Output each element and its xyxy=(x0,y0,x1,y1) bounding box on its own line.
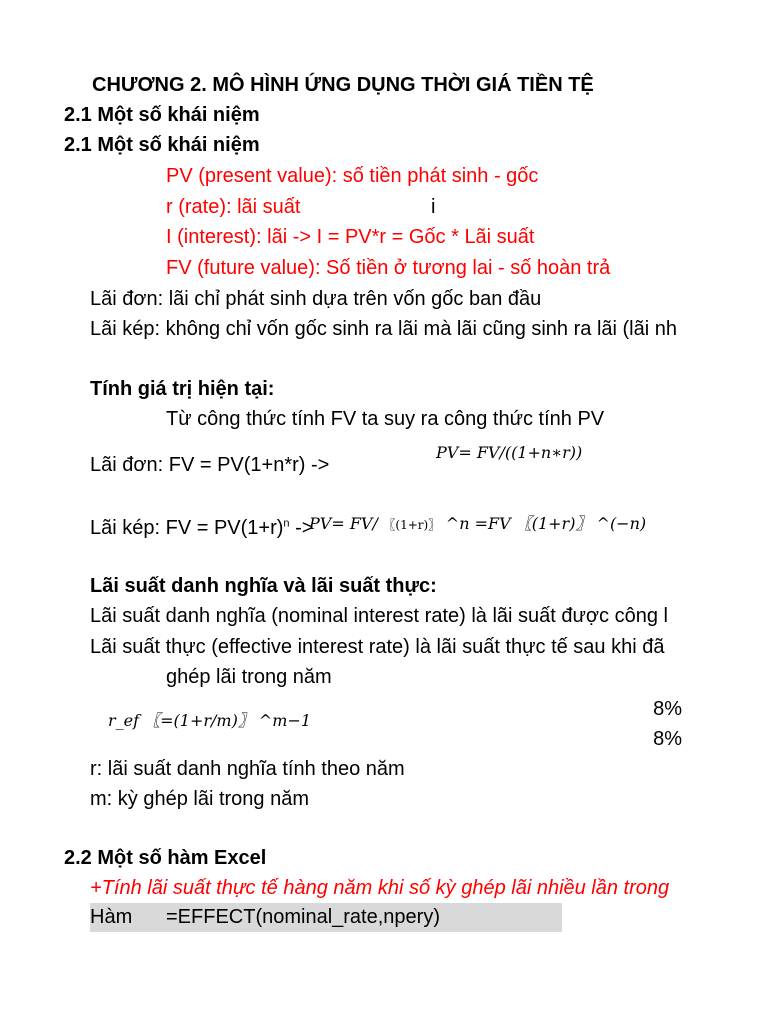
effective-definition-cont: ghép lãi trong năm xyxy=(166,666,332,688)
simple-interest-text: Lãi đơn: lãi chỉ phát sinh dựa trên vốn gốc ban đầu xyxy=(90,288,542,310)
definition-fv: FV (future value): Số tiền ở tương lai - số hoàn trả xyxy=(166,257,611,279)
compound-fv-exponent: n xyxy=(283,517,290,530)
definition-rate-extra: i xyxy=(431,196,436,218)
compound-fv-suffix: -> xyxy=(289,517,314,539)
function-label: Hàm xyxy=(90,906,133,928)
definition-pv: PV (present value): số tiền phát sinh - gốc xyxy=(166,165,539,187)
definition-interest: I (interest): lãi -> I = PV*r = Gốc * Lãi suất xyxy=(166,226,535,248)
section-heading-2: 2.2 Một số hàm Excel xyxy=(64,847,267,869)
pv-intro: Từ công thức tính FV ta suy ra công thức tính PV xyxy=(166,408,605,430)
compound-pv-formula-b: 〖(1+r)〗 xyxy=(383,518,441,532)
simple-fv-text: Lãi đơn: FV = PV(1+n*r) -> xyxy=(90,454,330,476)
value-cell-1: 8% xyxy=(653,698,682,720)
effective-definition: Lãi suất thực (effective interest rate) là lãi suất thực tế sau khi đã xyxy=(90,636,665,658)
excel-note: +Tính lãi suất thực tế hàng năm khi số kỳ ghép lãi nhiều lần trong xyxy=(90,877,670,899)
compound-pv-formula-a: PV= FV/ xyxy=(309,514,378,533)
effective-rate-formula: r_ef 〖=(1+r/m)〗 ^m−1 xyxy=(108,711,312,730)
nominal-definition: Lãi suất danh nghĩa (nominal interest rate) là lãi suất được công l xyxy=(90,605,668,627)
compound-interest-text: Lãi kép: không chỉ vốn gốc sinh ra lãi mà lãi cũng sinh ra lãi (lãi nh xyxy=(90,318,677,340)
function-formula: =EFFECT(nominal_rate,npery) xyxy=(166,906,440,928)
r-definition: r: lãi suất danh nghĩa tính theo năm xyxy=(90,758,405,780)
simple-pv-formula: PV= FV/((1+n∗r)) xyxy=(436,443,583,462)
section-heading-1-repeat: 2.1 Một số khái niệm xyxy=(64,134,260,156)
section-heading-1: 2.1 Một số khái niệm xyxy=(64,104,260,126)
chapter-title: CHƯƠNG 2. MÔ HÌNH ỨNG DỤNG THỜI GIÁ TIỀN TỆ xyxy=(92,74,594,96)
definition-rate: r (rate): lãi suất xyxy=(166,196,301,218)
nominal-heading: Lãi suất danh nghĩa và lãi suất thực: xyxy=(90,575,437,597)
compound-fv-text xyxy=(90,515,313,541)
compound-fv-prefix: Lãi kép: FV = PV(1+r) xyxy=(90,517,284,539)
compound-pv-formula-c: ^n =FV 〖(1+r)〗 ^(−n) xyxy=(445,514,647,533)
m-definition: m: kỳ ghép lãi trong năm xyxy=(90,788,309,810)
pv-heading: Tính giá trị hiện tại: xyxy=(90,378,275,400)
compound-pv-formula xyxy=(309,510,646,538)
value-cell-2: 8% xyxy=(653,728,682,750)
